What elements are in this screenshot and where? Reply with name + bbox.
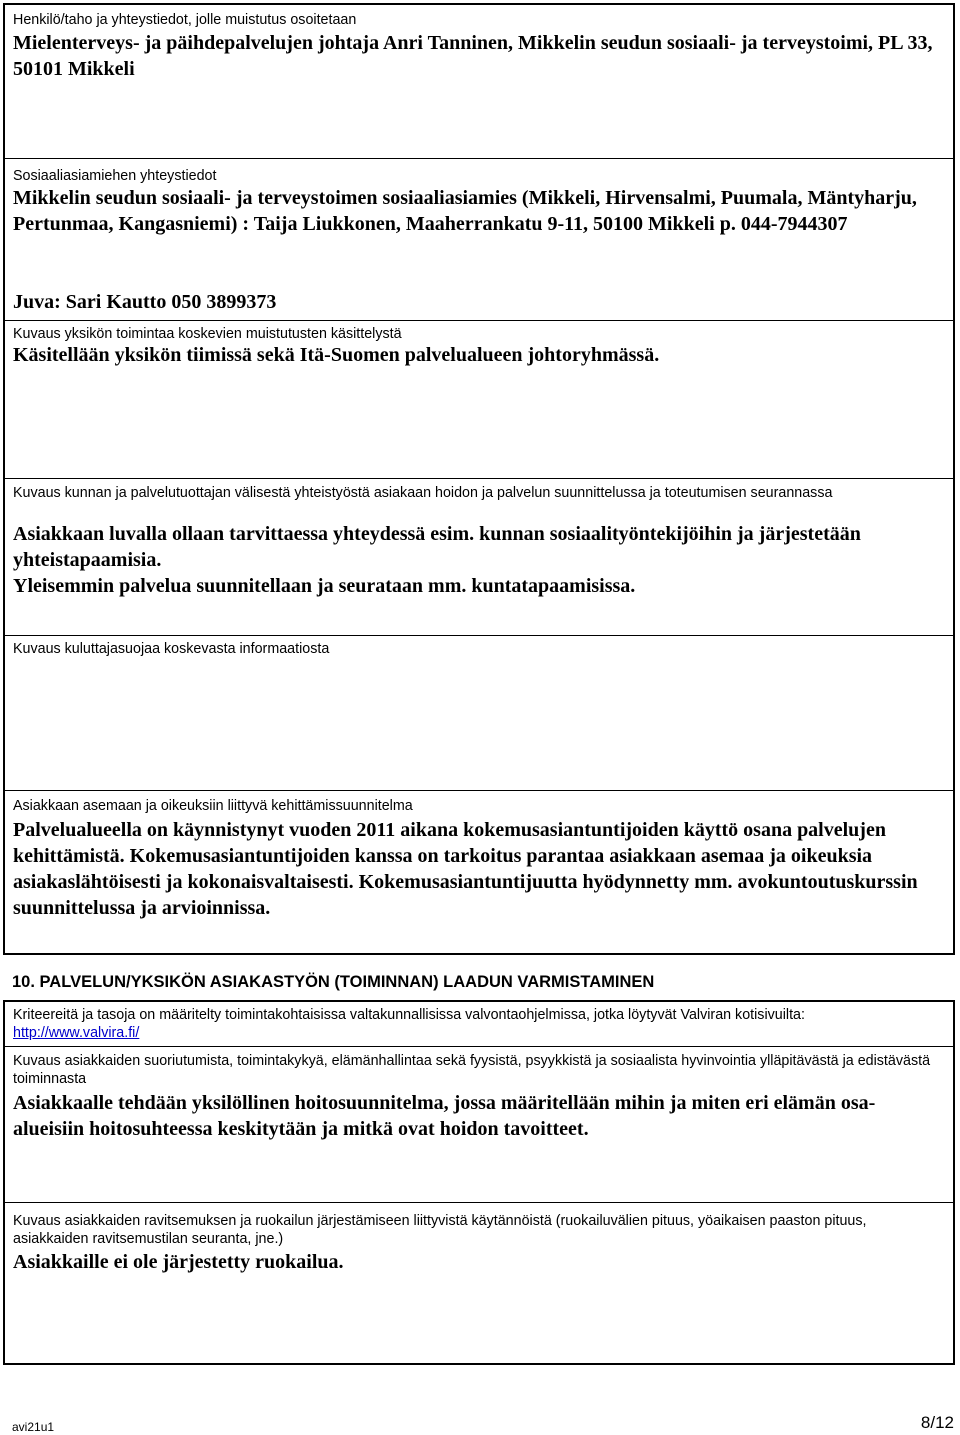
cooperation-label: Kuvaus kunnan ja palvelutuottajan välisestä yhteistyöstä asiakaan hoidon ja palvelun suunnittelussa ja toteutumisen seurannassa <box>13 485 833 501</box>
functioning-value: Asiakkaalle tehdään yksilöllinen hoitosuunnitelma, jossa määritellään mihin ja miten eri elämän osa-alueisiin hoitosuhteessa keskitytään ja mitkä ovat hoidon tavoitteet. <box>13 1092 876 1140</box>
functioning-cell <box>5 1046 953 1140</box>
nutrition-value: Asiakkaille ei ole järjestetty ruokailua. <box>13 1251 344 1273</box>
ombudsman-cell <box>5 158 953 313</box>
development-plan-cell <box>5 790 953 919</box>
section-10-heading: 10. PALVELUN/YKSIKÖN ASIAKASTYÖN (TOIMINNAN) LAADUN VARMISTAMINEN <box>12 973 655 991</box>
nutrition-cell <box>5 1202 953 1273</box>
consumer-info-cell <box>5 635 953 657</box>
document-code: avi21u1 <box>12 1420 55 1434</box>
criteria-text: Kriteereitä ja tasoja on määritelty toimintakohtaisissa valtakunnallisissa valvontaohjelmissa, jotka löytyvät Valviran kotisivuilta: <box>13 1007 805 1023</box>
contact-section-frame <box>3 3 955 955</box>
cooperation-value: Asiakkaan luvalla ollaan tarvittaessa yhteydessä esim. kunnan sosiaalityöntekijöihin ja järjestetään yhteistapaamisia. <box>13 523 861 571</box>
complaint-handling-value: Käsitellään yksikön tiimissä sekä Itä-Suomen palvelualueen johtoryhmässä. <box>13 344 660 366</box>
ombudsman-value: Mikkelin seudun sosiaali- ja terveystoimen sosiaaliasiamies (Mikkeli, Hirvensalmi, Puumala, Mäntyharju, Pertunmaa, Kangasniemi) : Taija Liukkonen, Maaherrankatu 9-11, 50100 Mikkeli p. 044-7944307 <box>13 187 917 235</box>
complaint-handling-cell <box>5 320 953 366</box>
valvira-link[interactable]: http://www.valvira.fi/ <box>13 1025 140 1041</box>
contact-person-label: Henkilö/taho ja yhteystiedot, jolle muistutus osoitetaan <box>13 12 357 28</box>
criteria-row <box>13 1006 943 1042</box>
functioning-label: Kuvaus asiakkaiden suoriutumista, toimintakykyä, elämänhallintaa sekä fyysistä, psyykkistä ja sosiaalista hyvinvointia ylläpitävästä ja edistävästä toiminnasta <box>13 1053 931 1087</box>
quality-section-frame <box>3 1000 955 1365</box>
cooperation-value-2: Yleisemmin palvelua suunnitellaan ja seurataan mm. kuntatapaamisissa. <box>13 575 636 597</box>
ombudsman-juva: Juva: Sari Kautto 050 3899373 <box>13 291 277 313</box>
development-plan-value: Palvelualueella on käynnistynyt vuoden 2011 aikana kokemusasiantuntijoiden käyttö osana palvelujen kehittämistä. Kokemusasiantuntijoiden kanssa on tarkoitus parantaa asiakkaan asemaa ja oikeuksia asiakaslähtöisesti ja kokonaisvaltaisesti. Kokemusasiantuntijuutta hyödynnetty mm. avokuntoutuskurssin suunnittelussa ja arvioinnissa. <box>13 819 918 919</box>
nutrition-label: Kuvaus asiakkaiden ravitsemuksen ja ruokailun järjestämiseen liittyvistä käytännöistä (ruokailuvälien pituus, yöaikaisen paaston pituus, asiakkaiden ravitsemustilan seuranta, jne.) <box>13 1213 867 1247</box>
consumer-info-label: Kuvaus kuluttajasuojaa koskevasta informaatiosta <box>13 641 330 657</box>
cooperation-cell <box>5 478 953 597</box>
development-plan-label: Asiakkaan asemaan ja oikeuksiin liittyvä kehittämissuunnitelma <box>13 798 413 814</box>
page-number: 8/12 <box>920 1413 954 1432</box>
complaint-handling-label: Kuvaus yksikön toimintaa koskevien muistutusten käsittelystä <box>13 326 402 342</box>
ombudsman-label: Sosiaaliasiamiehen yhteystiedot <box>13 168 217 184</box>
contact-person-value: Mielenterveys- ja päihdepalvelujen johtaja Anri Tanninen, Mikkelin seudun sosiaali- ja terveystoimi, PL 33, 50101 Mikkeli <box>13 32 933 80</box>
